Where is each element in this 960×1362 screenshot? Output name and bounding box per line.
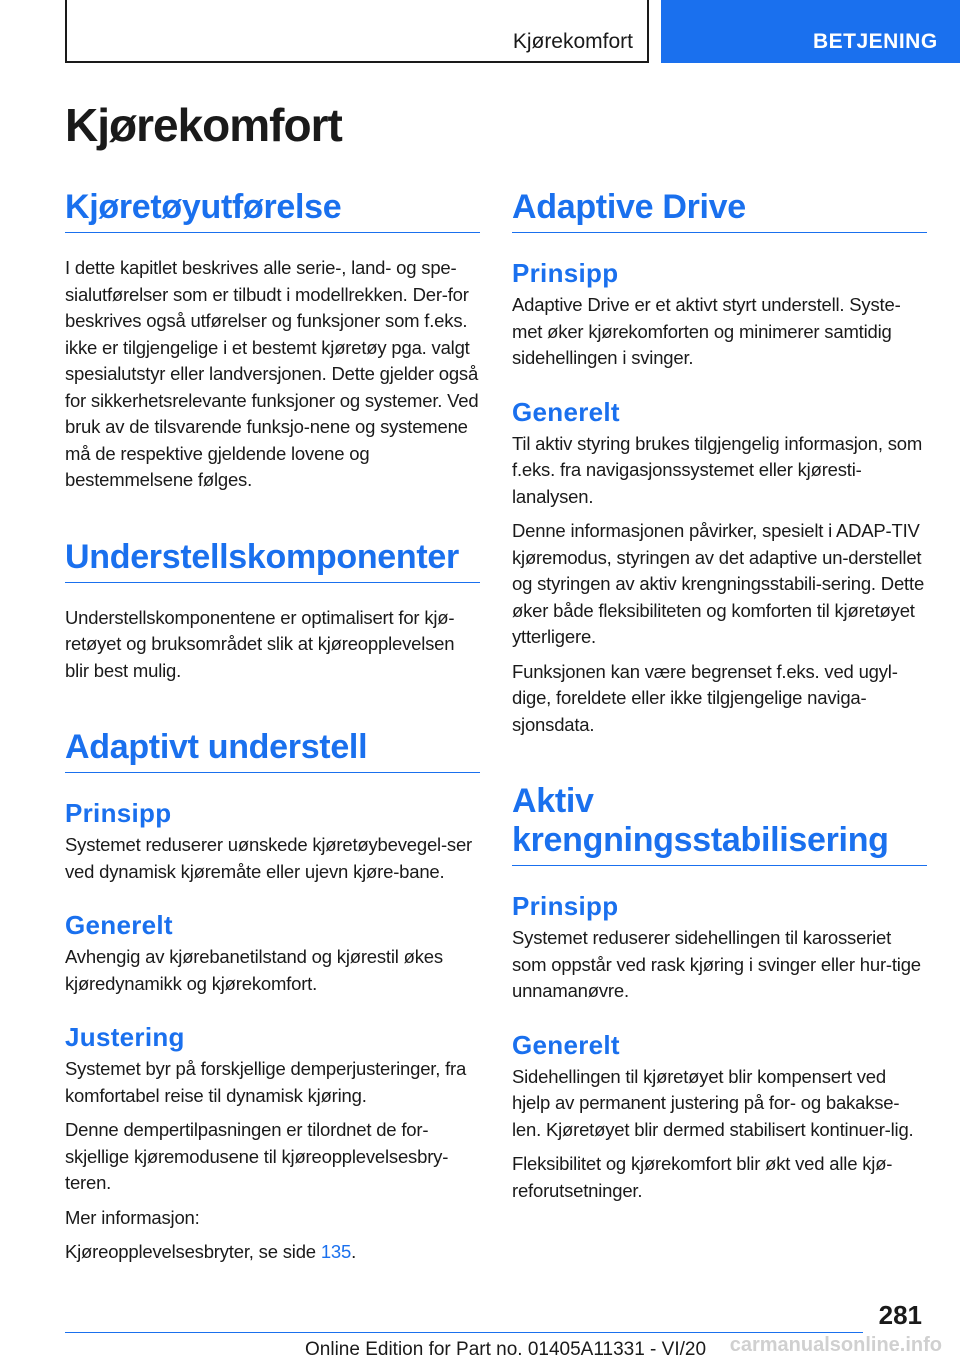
paragraph-general-2: Denne informasjonen påvirker, spesielt i ADAP-TIV kjøremodus, styringen av det adaptive un-derstellet og styringen av aktiv krengningsstabili-sering. Dette øker både fleksibiliteten og komforten til kjøretøyet ytterligere.	[512, 520, 925, 647]
paragraph-adjustment-1: Systemet byr på forskjellige demperjusteringer, fra komfortabel reise til dynamisk kjøring.	[65, 1058, 467, 1106]
header-chapter-tab: BETJENING	[661, 0, 960, 63]
footer-divider	[65, 1332, 863, 1333]
heading-adaptive-suspension: Adaptivt understell	[65, 728, 480, 773]
page-number: 281	[878, 1300, 922, 1330]
header-section-title: Kjørekomfort	[512, 30, 633, 53]
heading-vehicle-equipment: Kjøretøyutførelse	[65, 188, 480, 233]
paragraph-general-1: Til aktiv styring brukes tilgjengelig informasjon, som f.eks. fra navigasjonssystemet eller kjøresti-lanalysen.	[512, 432, 923, 507]
heading-chassis-components: Understellskomponenter	[65, 538, 480, 583]
subheading-principle: Prinsipp	[65, 798, 172, 828]
paragraph-general-3: Funksjonen kan være begrenset f.eks. ved ugyl-dige, foreldete eller ikke tilgjengelige naviga-sjonsdata.	[512, 660, 898, 735]
subheading-general: Generelt	[65, 910, 173, 940]
paragraph-reference	[65, 1239, 480, 1266]
reference-text: Kjøreopplevelsesbryter, se side	[65, 1241, 321, 1262]
page-reference-link[interactable]: 135	[320, 1241, 352, 1262]
heading-line-1: Aktiv	[512, 782, 594, 820]
subheading-general: Generelt	[512, 396, 620, 427]
paragraph-more-info: Mer informasjon:	[65, 1206, 200, 1228]
header-section-box	[65, 0, 649, 63]
reference-end: .	[351, 1241, 357, 1262]
heading-line-2: krengningsstabilisering	[512, 821, 889, 859]
watermark: carmanualsonline.info	[729, 1334, 942, 1356]
subheading-principle: Prinsipp	[512, 891, 619, 921]
paragraph-chassis-components: Understellskomponentene er optimalisert for kjø-retøyet og bruksområdet slik at kjøreopplevelsen blir best mulig.	[65, 606, 455, 681]
right-column	[512, 188, 927, 1204]
heading-adaptive-drive: Adaptive Drive	[512, 188, 927, 233]
paragraph-principle: Adaptive Drive er et aktivt styrt understell. Syste-met øker kjørekomforten og minimerer samtidig sidehellingen i svinger.	[512, 294, 901, 368]
subheading-general: Generelt	[512, 1029, 620, 1060]
paragraph-principle: Systemet reduserer uønskede kjøretøybevegel-ser ved dynamisk kjøremåte eller ujevn kjøre-bane.	[65, 834, 473, 882]
paragraph-general-1: Sidehellingen til kjøretøyet blir kompensert ved hjelp av permanent justering på for- og bakakse-len. Kjøretøyet blir dermed stabilisert kontinuer-lig.	[512, 1065, 914, 1140]
page-title: Kjørekomfort	[65, 99, 342, 151]
left-column	[65, 188, 480, 1266]
paragraph-principle: Systemet reduserer sidehellingen til karosseriet som oppstår ved rask kjøring i svinger eller hur-tige unnamanøvre.	[512, 927, 921, 1001]
paragraph-general: Avhengig av kjørebanetilstand og kjørestil økes kjøredynamikk og kjørekomfort.	[65, 946, 443, 994]
footer-edition: Online Edition for Part no. 01405A11331 - VI/20	[305, 1339, 707, 1360]
paragraph-general-2: Fleksibilitet og kjørekomfort blir økt ved alle kjø-reforutsetninger.	[512, 1153, 893, 1201]
subheading-principle: Prinsipp	[512, 258, 619, 288]
subheading-adjustment: Justering	[65, 1022, 185, 1052]
heading-active-roll-stabilization	[512, 782, 927, 866]
paragraph-vehicle-equipment: I dette kapitlet beskrives alle serie-, land- og spe-sialutførelser som er tilbudt i modellrekken. Der-for beskrives også utførelser og funksjoner som f.eks. ikke er tilgjengelige i et bestemt kjøretøy pga. valgt spesialutstyr eller landversjonen. Dette gjelder også for sikkerhetsrelevante funksjoner og systemer. Ved bruk av de tilsvarende funksjo-nene og systemene må de respektive gjeldende lovene og bestemmelsene følges.	[65, 257, 479, 490]
paragraph-adjustment-2: Denne dempertilpasningen er tilordnet de for-skjellige kjøremodusene til kjøreopplevelsesbry-teren.	[65, 1119, 449, 1193]
